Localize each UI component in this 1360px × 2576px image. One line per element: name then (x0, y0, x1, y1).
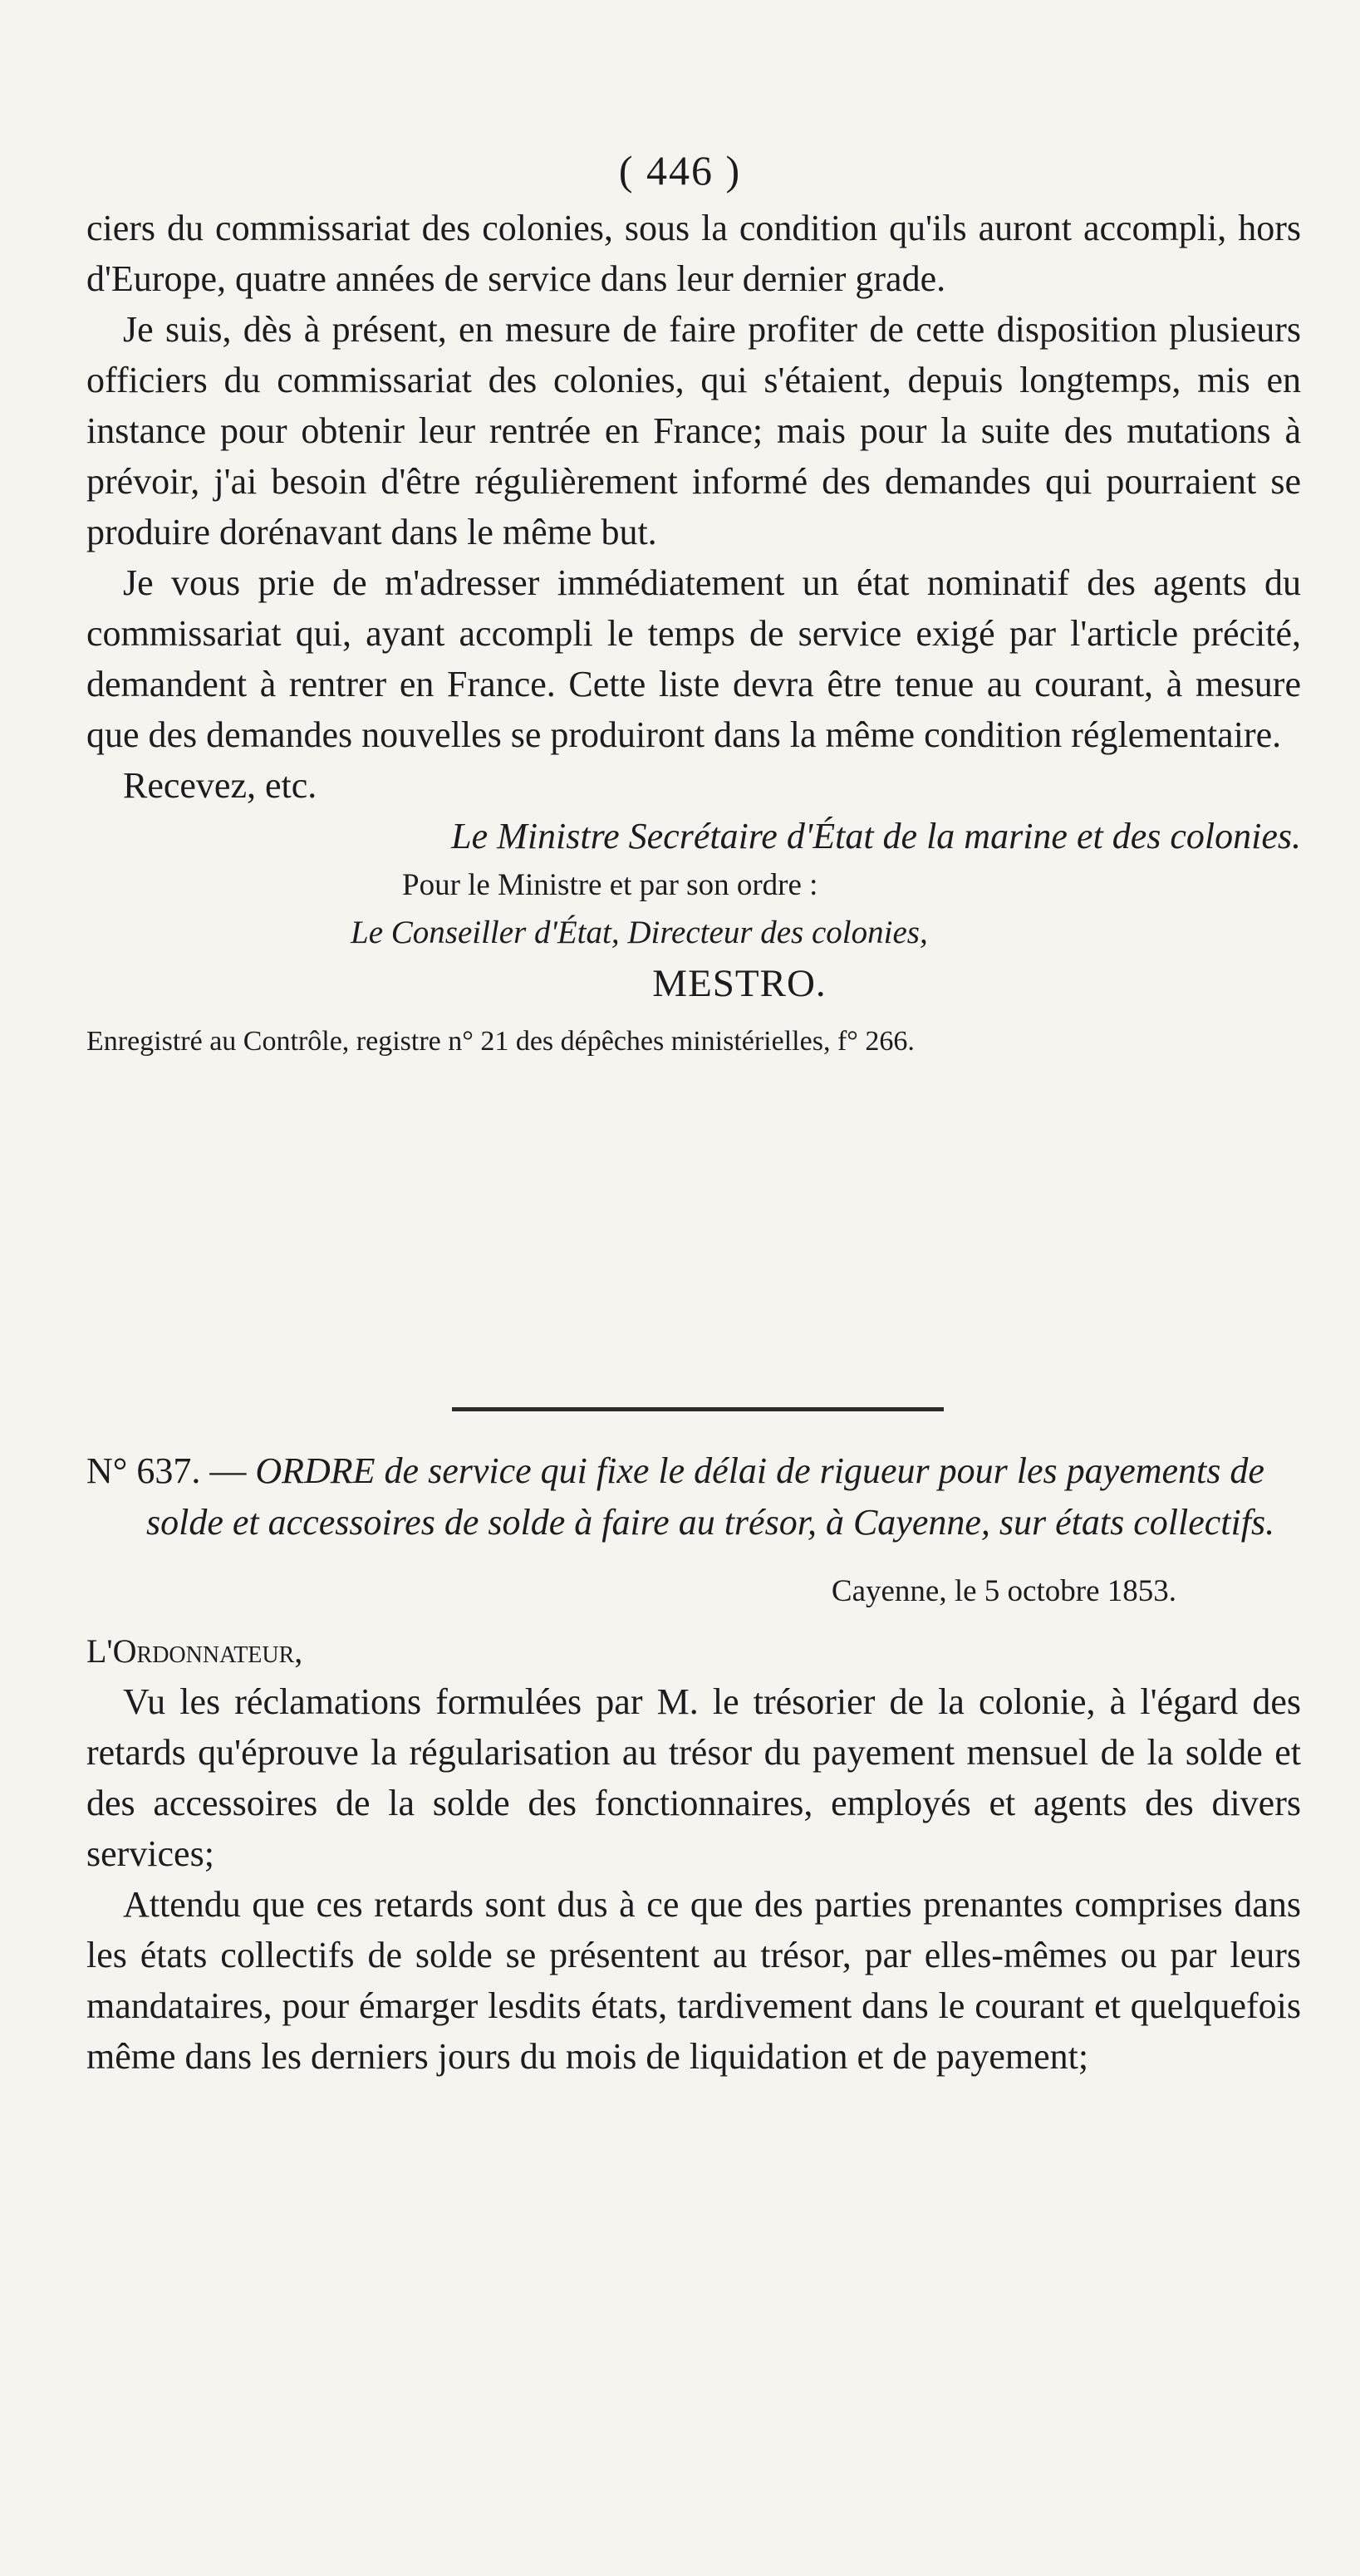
signature-minister: Le Ministre Secrétaire d'État de la marine et des colonies. (451, 816, 1301, 856)
order-ordonnateur: L'Ordonnateur, (86, 1632, 303, 1670)
paragraph-request: Je vous prie de m'adresser immédiatement un état nominatif des agents du commissariat qui, ayant accompli le temps de service exigé par l'article précité, demandent à rentrer en France. Cette liste devra être tenue au courant, à mesure que des demandes nouvelles se produiront dans la même condition réglementaire. (86, 562, 1301, 755)
letter-body (86, 203, 1301, 1064)
order-paragraph-attendu: Attendu que ces retards sont dus à ce que des parties prenantes comprises dans les états collectifs de solde se présentent au trésor, par elles-mêmes ou par leurs mandataires, pour émarger lesdits états, tardivement dans le courant et quelquefois même dans les derniers jours du mois de liquidation et de payement; (86, 1884, 1301, 2077)
paragraph-closing: Recevez, etc. (123, 765, 317, 806)
signature-order: Pour le Ministre et par son ordre : (402, 868, 818, 902)
section-divider (452, 1407, 944, 1411)
signature-name: MESTRO. (652, 962, 827, 1005)
order-paragraph-vu: Vu les réclamations formulées par M. le trésorier de la colonie, à l'égard des retards qu'éprouve la régularisation au trésor du payement mensuel de la solde et des accessoires de la solde des fonctionnaires, employés et agents des divers services; (86, 1681, 1301, 1874)
paragraph-disposition: Je suis, dès à présent, en mesure de faire profiter de cette disposition plusieurs officiers du commissariat des colonies, qui s'étaient, depuis longtemps, mis en instance pour obtenir leur rentrée en France; mais pour la suite des mutations à prévoir, j'ai besoin d'être régulièrement informé des demandes qui pourraient se produire dorénavant dans le même but. (86, 309, 1301, 552)
page-number: ( 446 ) (618, 147, 742, 194)
signature-counsel: Le Conseiller d'État, Directeur des colonies, (351, 915, 928, 950)
order-dateline: Cayenne, le 5 octobre 1853. (831, 1574, 1176, 1608)
paragraph-continuation: ciers du commissariat des colonies, sous la condition qu'ils auront accompli, hors d'Europe, quatre années de service dans leur dernier grade. (86, 208, 1301, 299)
order-section (86, 1445, 1301, 2082)
order-title: ORDRE de service qui fixe le délai de rigueur pour les payements de solde et accessoires de solde à faire au trésor, à Cayenne, sur états collectifs. (146, 1450, 1275, 1543)
order-number: N° 637. (86, 1450, 201, 1491)
order-heading (86, 1445, 1301, 1548)
registration-note: Enregistré au Contrôle, registre n° 21 des dépêches ministérielles, f° 266. (86, 1026, 915, 1057)
order-dash: — (209, 1450, 247, 1491)
